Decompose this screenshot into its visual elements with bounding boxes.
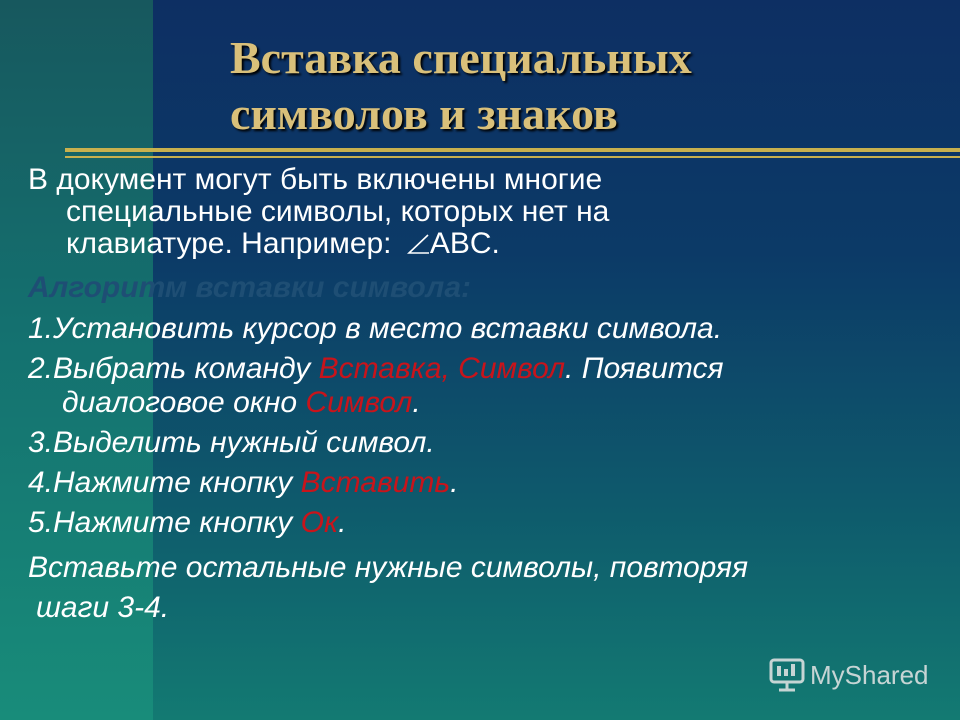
step-2-text-a: 2.Выбрать команду bbox=[28, 352, 319, 385]
intro-line-3-prefix: клавиатуре. Например: bbox=[66, 227, 400, 260]
step-4 bbox=[28, 466, 943, 500]
title-divider-thick bbox=[65, 148, 960, 152]
final-line-1: Вставьте остальные нужные символы, повторяя bbox=[28, 551, 749, 584]
final-line-2: шаги 3-4. bbox=[36, 591, 170, 624]
step-3 bbox=[28, 426, 943, 460]
title-line-2: символов и знаков bbox=[230, 88, 618, 139]
step-2-highlight-dialog: Символ bbox=[305, 386, 413, 419]
step-2 bbox=[28, 352, 943, 420]
step-4-text-c: . bbox=[450, 466, 459, 499]
step-2-text-f: . bbox=[412, 386, 421, 419]
watermark-text: MyShared bbox=[810, 659, 929, 690]
intro-line-2: специальные символы, которых нет на bbox=[66, 195, 610, 228]
intro-line-1: В документ могут быть включены многие bbox=[28, 163, 603, 196]
step-2-highlight-menu: Вставка, Символ bbox=[318, 352, 566, 385]
algorithm-title: Алгоритм вставки символа: bbox=[28, 271, 472, 304]
step-3-text: 3.Выделить нужный символ. bbox=[28, 426, 435, 459]
step-5 bbox=[28, 506, 943, 540]
step-5-text-c: . bbox=[338, 506, 347, 539]
slide-content bbox=[28, 164, 943, 628]
step-1 bbox=[28, 312, 943, 346]
step-4-highlight-button: Вставить bbox=[300, 466, 451, 499]
intro-line-3-suffix: ABC. bbox=[429, 227, 500, 260]
slide-title bbox=[230, 30, 930, 142]
step-2-text-c: . Появится bbox=[565, 352, 724, 385]
watermark bbox=[768, 656, 929, 694]
step-1-text: 1.Установить курсор в место вставки символа. bbox=[28, 312, 723, 345]
intro-paragraph bbox=[28, 164, 943, 260]
step-5-highlight-button: Ок bbox=[300, 506, 339, 539]
title-divider-thin bbox=[65, 156, 960, 158]
angle-symbol-icon bbox=[406, 233, 430, 255]
title-line-1: Вставка специальных bbox=[230, 32, 692, 83]
step-4-text-a: 4.Нажмите кнопку bbox=[28, 466, 301, 499]
presentation-screen-icon bbox=[768, 656, 806, 694]
step-2-text-d: диалоговое окно bbox=[62, 386, 306, 419]
step-5-text-a: 5.Нажмите кнопку bbox=[28, 506, 301, 539]
final-instruction bbox=[28, 548, 943, 628]
